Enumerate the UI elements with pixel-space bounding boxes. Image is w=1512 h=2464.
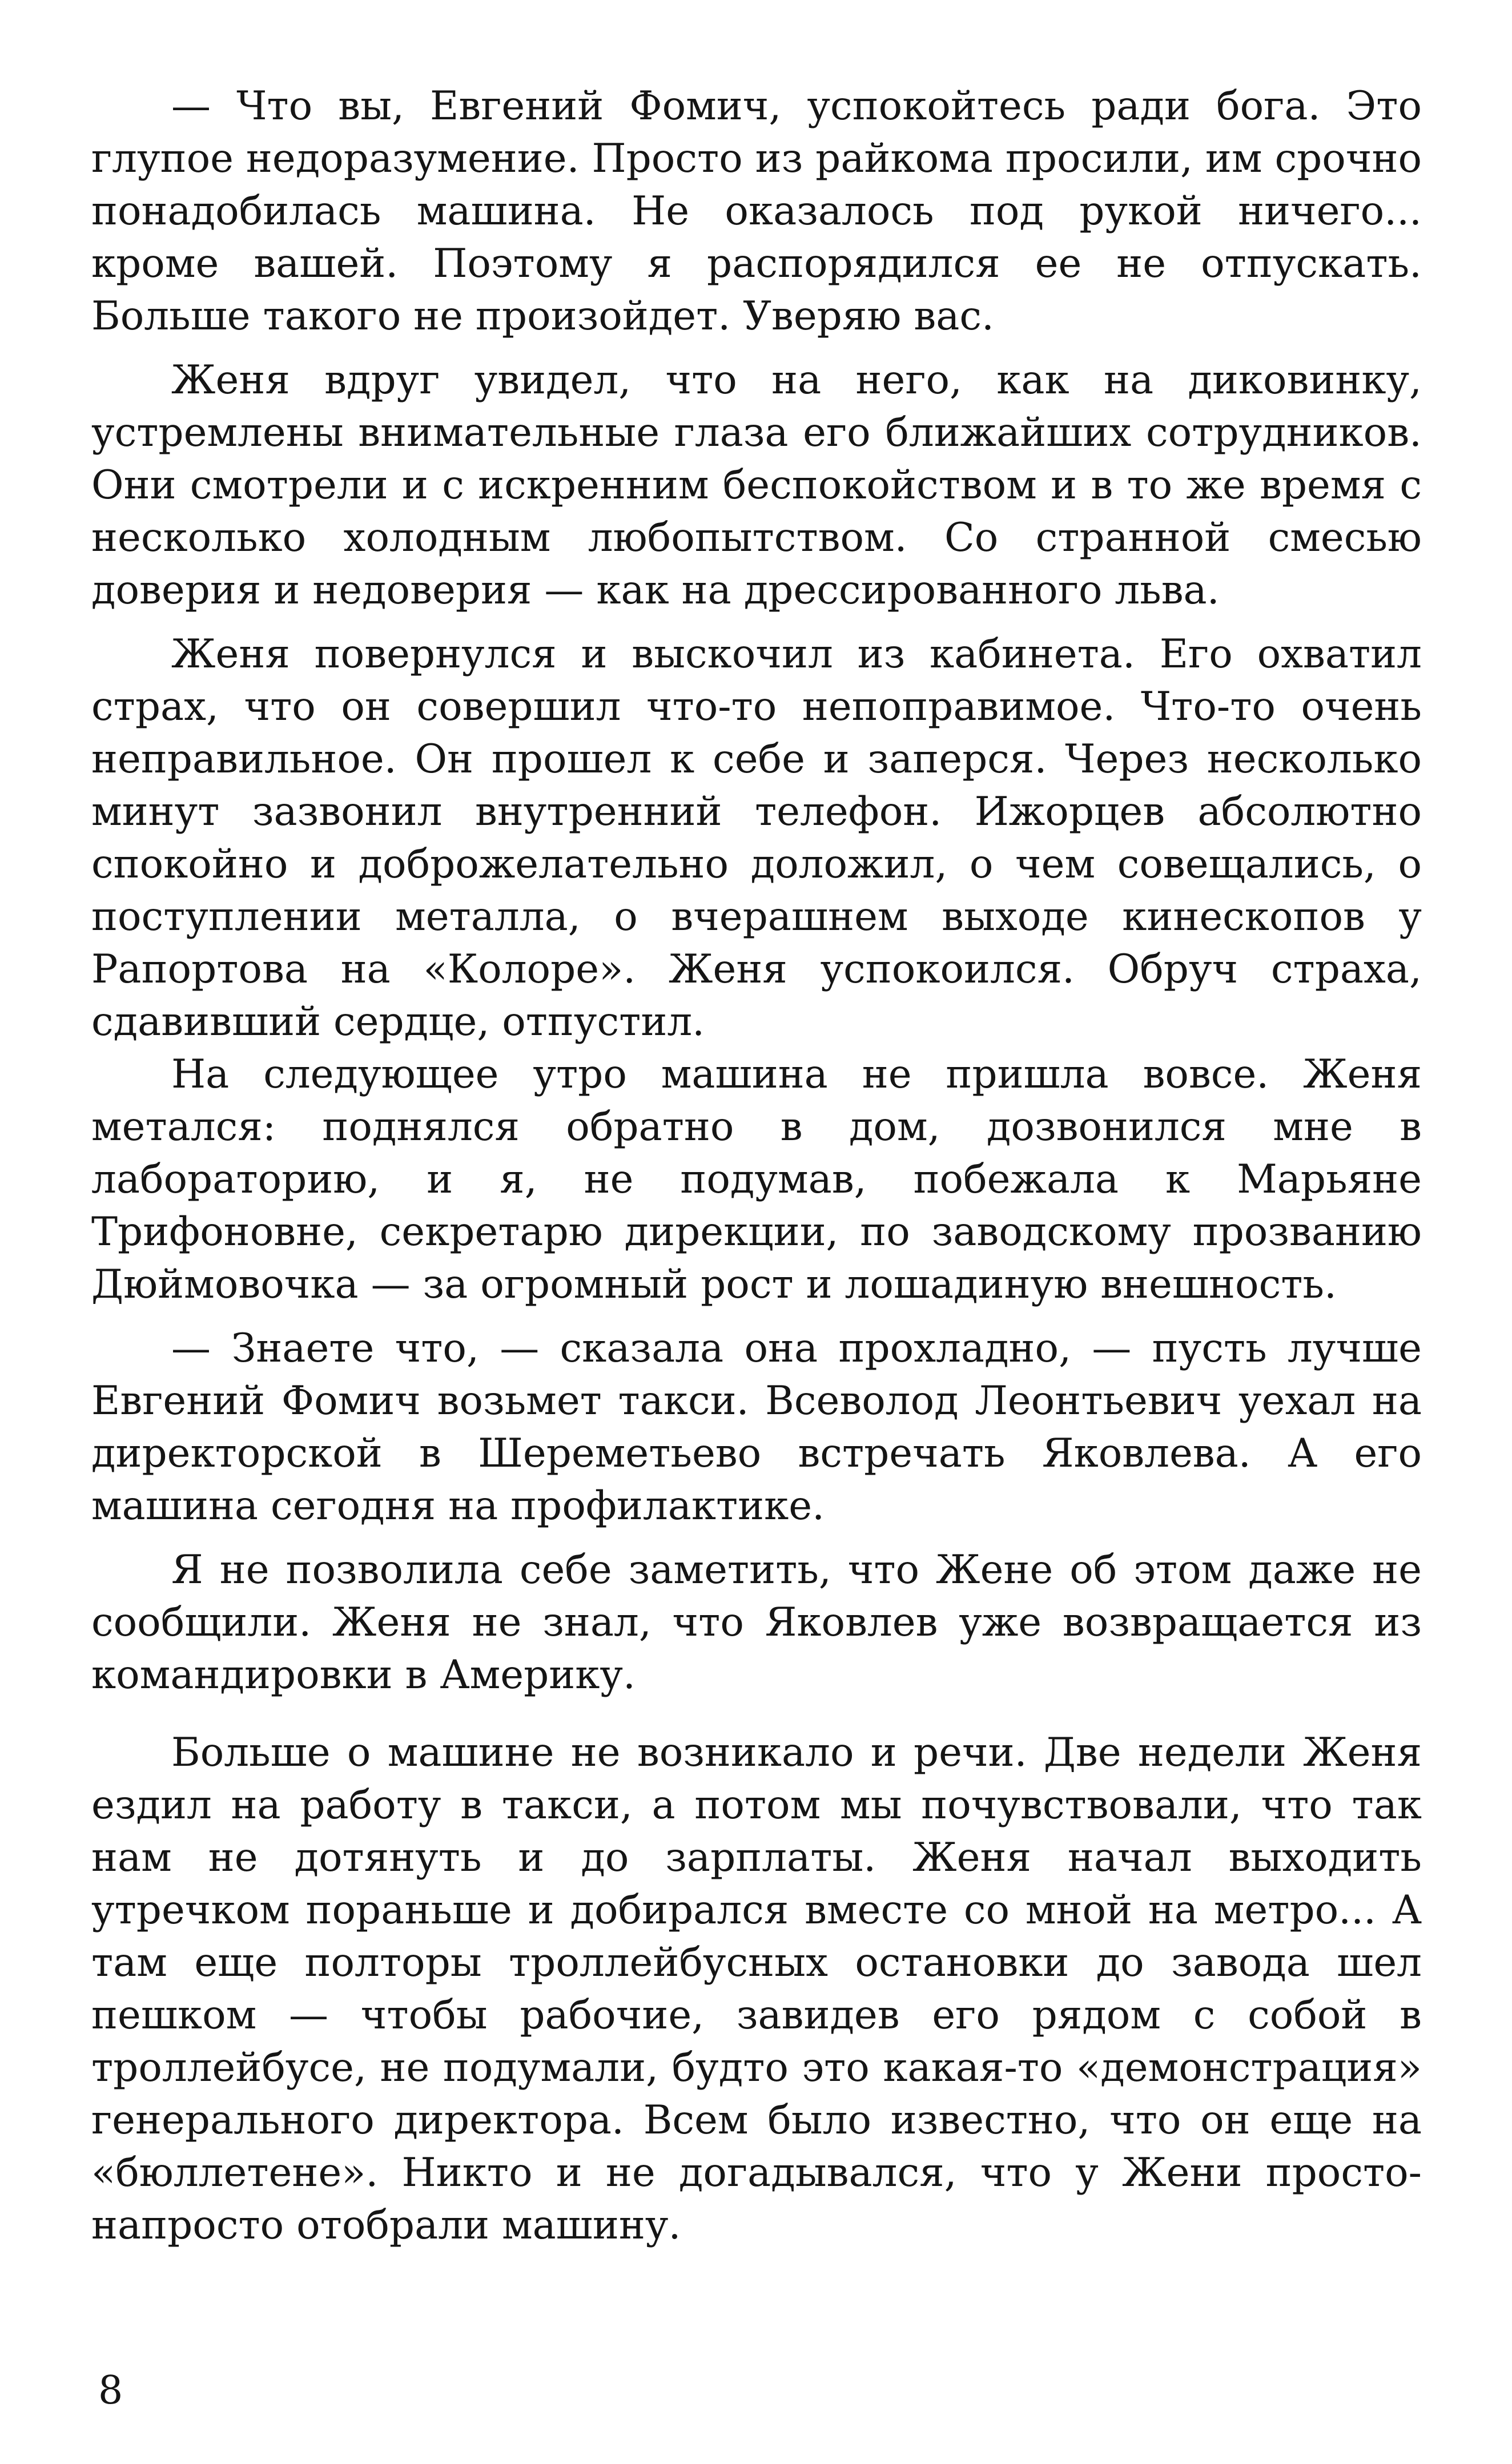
paragraph-1: — Что вы, Евгений Фомич, успокойтесь ради бога. Это глупое недоразумение. Просто из райкома просили, им срочно понадобилась машина. Не оказалось под рукой ничего... кроме вашей. Поэтому я распорядился ее не отпускать. Больше такого не произойдет. Уверяю вас.	[91, 83, 1422, 339]
page-number: 8	[98, 2368, 123, 2413]
paragraph-2: Женя вдруг увидел, что на него, как на диковинку, устремлены внимательные глаза его ближайших сотрудников. Они смотрели и с искренним беспокойством и в то же время с несколько холодным любопытством. Со странной смесью доверия и недоверия — как на дрессированного льва.	[91, 357, 1422, 613]
body-text	[91, 80, 1422, 2252]
paragraph-4: На следующее утро машина не пришла вовсе. Женя метался: поднялся обратно в дом, дозвонился мне в лабораторию, и я, не подумав, побежала к Марьяне Трифоновне, секретарю дирекции, по заводскому прозванию Дюймовочка — за огромный рост и лошадиную внешность.	[91, 1052, 1422, 1307]
paragraph-6: Я не позволила себе заметить, что Жене об этом даже не сообщили. Женя не знал, что Яковлев уже возвращается из командировки в Америку.	[91, 1547, 1422, 1698]
paragraph-3: Женя повернулся и выскочил из кабинета. Его охватил страх, что он совершил что-то непоправимое. Что-то очень неправильное. Он прошел к себе и заперся. Через несколько минут зазвонил внутренний телефон. Ижорцев абсолютно спокойно и доброжелательно доложил, о чем совещались, о поступлении металла, о вчерашнем выходе кинескопов у Рапортова на «Колоре». Женя успокоился. Обруч страха, сдавивший сердце, отпустил.	[91, 631, 1422, 1045]
paragraph-7: Больше о машине не возникало и речи. Две недели Женя ездил на работу в такси, а потом мы почувствовали, что так нам не дотянуть и до зарплаты. Женя начал выходить утречком пораньше и добирался вместе со мной на метро... А там еще полторы троллейбусных остановки до завода шел пешком — чтобы рабочие, завидев его рядом с собой в троллейбусе, не подумали, будто это какая-то «демонстрация» генерального директора. Всем было известно, что он еще на «бюллетене». Никто и не догадывался, что у Жени просто-напросто отобрали машину.	[91, 1730, 1422, 2248]
paragraph-5: — Знаете что, — сказала она прохладно, — пусть лучше Евгений Фомич возьмет такси. Всеволод Леонтьевич уехал на директорской в Шереметьево встречать Яковлева. А его машина сегодня на профилактике.	[91, 1326, 1422, 1529]
